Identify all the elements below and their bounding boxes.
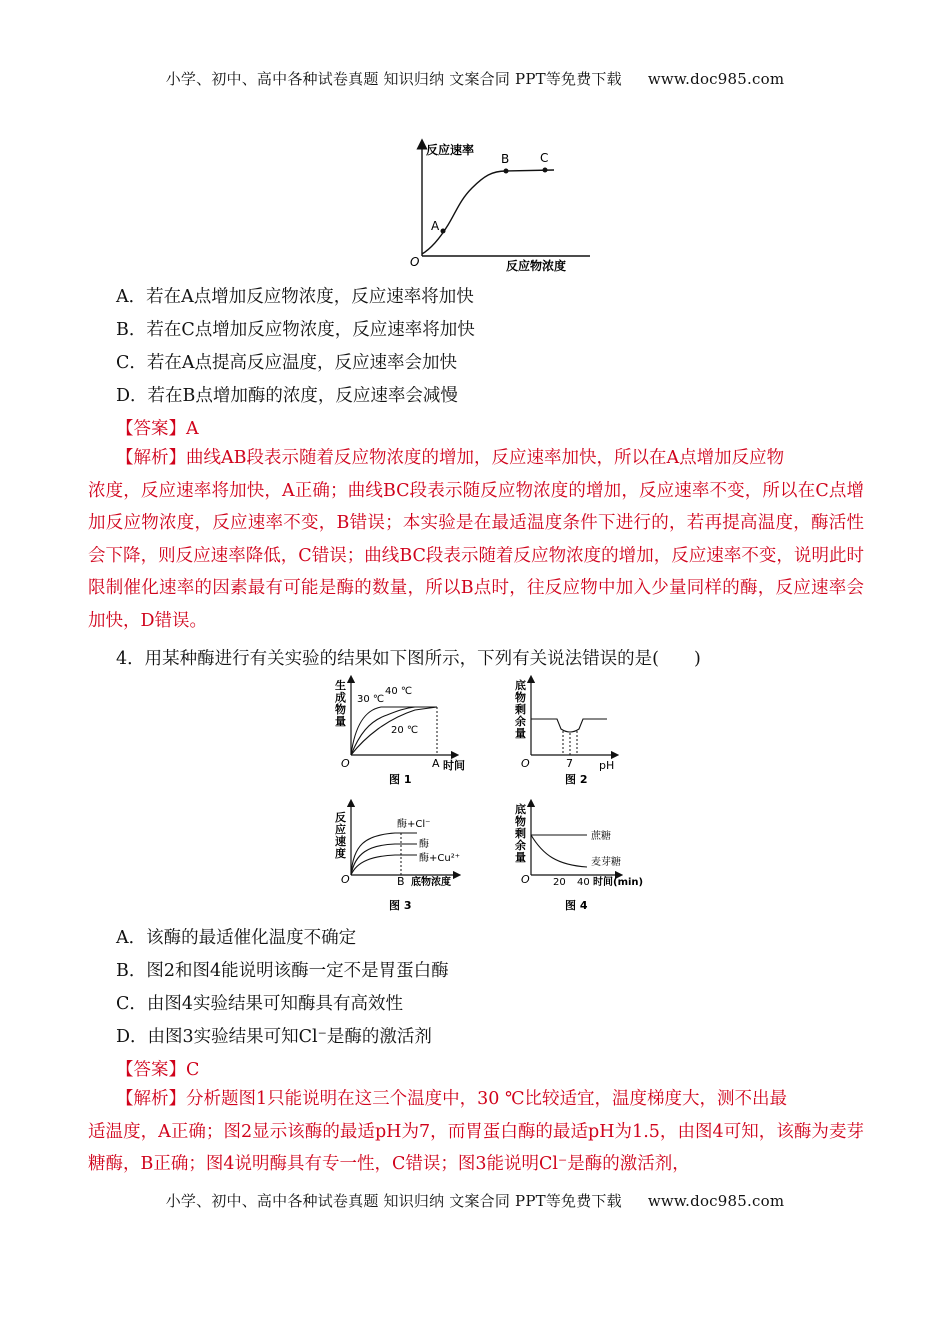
fig4-xtick-20: 20	[553, 877, 566, 888]
fig3-label-cu: 酶+Cu²⁺	[419, 853, 460, 864]
fig4-xlabel: 时间(min)	[593, 877, 644, 888]
page-header	[0, 68, 950, 89]
point-b	[504, 169, 509, 174]
fig3-chart	[335, 803, 460, 912]
rate-curve	[422, 170, 554, 254]
fig4-origin: O	[521, 873, 530, 886]
fig3-curve-cu	[351, 855, 417, 875]
q4-stem: 4．用某种酶进行有关实验的结果如下图所示，下列有关说法错误的是( )	[116, 649, 701, 669]
footer-text: 小学、初中、高中各种试卷真题 知识归纳 文案合同 PPT等免费下载	[165, 1192, 622, 1210]
y-axis-label: 反应速率	[426, 143, 475, 157]
q4-analysis	[88, 1083, 864, 1181]
fig2-caption: 图 2	[565, 773, 588, 786]
fig4-maltose-curve	[531, 835, 587, 867]
q4-analysis-label: 【解析】	[116, 1089, 186, 1109]
q3-analysis-rest: 浓度，反应速率将加快，A正确；曲线BC段表示随反应物浓度的增加，反应速率不变，所以在C点增加反应物浓度，反应速率不变，B错误；本实验是在最适温度条件下进行的，若再提高温度，酶活性会下降，则反应速率降低，C错误；曲线BC段表示随着反应物浓度的增加，反应速率不变，说明此时限制催化速率的因素最有可能是酶的数量，所以B点时，往反应物中加入少量同样的酶，反应速率会加快，D错误。	[88, 480, 864, 631]
fig2-xtick: 7	[566, 757, 573, 770]
fig3-ylabel: 反应速度	[335, 811, 346, 860]
fig1-label-40: 40 ℃	[385, 686, 413, 697]
fig3-xtick: B	[397, 875, 405, 888]
fig1-origin: O	[341, 757, 350, 770]
point-b-label: B	[501, 152, 510, 166]
fig3-origin: O	[341, 873, 350, 886]
point-c	[543, 168, 548, 173]
point-a	[441, 229, 446, 234]
point-a-label: A	[431, 219, 440, 233]
fig4-chart	[515, 802, 643, 912]
q4-analysis-rest: 适温度，A正确；图2显示该酶的最适pH为7，而胃蛋白酶的最适pH为1.5，由图4可知，该酶为麦芽糖酶，B正确；图4说明酶具有专一性，C错误；图3能说明Cl⁻是酶的激活剂，	[88, 1121, 864, 1174]
q3-analysis-first: 曲线AB段表示随着反应物浓度的增加，反应速率加快，所以在A点增加反应物	[186, 448, 785, 468]
q3-option-b: B．若在C点增加反应物浓度，反应速率将加快	[116, 320, 475, 340]
q3-option-a: A．若在A点增加反应物浓度，反应速率将加快	[116, 287, 474, 307]
fig4-xtick-40: 40	[577, 877, 590, 888]
fig3-label-cl: 酶+Cl⁻	[397, 819, 431, 830]
fig2-chart	[515, 678, 615, 786]
fig3-label-enzyme: 酶	[419, 839, 429, 850]
fig4-label-maltose: 麦芽糖	[591, 857, 621, 868]
fig4-ylabel: 底物剩余量	[515, 803, 526, 864]
fig4-label-sucrose: 蔗糖	[591, 831, 611, 842]
q3-option-c: C．若在A点提高反应温度，反应速率会加快	[116, 353, 458, 373]
q4-figure-group	[325, 675, 685, 915]
page-footer	[0, 1190, 950, 1211]
x-axis-label: 反应物浓度	[506, 259, 567, 273]
fig3-caption: 图 3	[389, 899, 412, 912]
fig1-xlabel: 时间	[443, 759, 465, 772]
fig1-chart	[335, 678, 465, 786]
fig2-ylabel: 底物剩余量	[515, 679, 526, 740]
fig3-curve-enzyme	[351, 844, 417, 875]
reaction-rate-chart	[400, 138, 600, 273]
fig1-label-20: 20 ℃	[391, 725, 419, 736]
origin-label: O	[410, 255, 420, 269]
q3-analysis	[88, 442, 864, 637]
point-c-label: C	[540, 151, 549, 165]
q3-option-d: D．若在B点增加酶的浓度，反应速率会减慢	[116, 386, 458, 406]
header-text: 小学、初中、高中各种试卷真题 知识归纳 文案合同 PPT等免费下载	[165, 70, 622, 88]
footer-site[interactable]: www.doc985.com	[647, 1192, 785, 1210]
q4-option-d: D．由图3实验结果可知Cl⁻是酶的激活剂	[116, 1027, 432, 1047]
fig2-xlabel: pH	[599, 759, 615, 772]
fig2-origin: O	[521, 757, 530, 770]
q4-option-b: B．图2和图4能说明该酶一定不是胃蛋白酶	[116, 961, 449, 981]
header-site[interactable]: www.doc985.com	[647, 70, 785, 88]
fig1-xtick: A	[432, 757, 440, 770]
q3-answer: 【答案】A	[116, 419, 199, 439]
q4-option-c: C．由图4实验结果可知酶具有高效性	[116, 994, 404, 1014]
fig3-xlabel: 底物浓度	[411, 877, 451, 888]
q3-analysis-label: 【解析】	[116, 448, 186, 468]
fig1-caption: 图 1	[389, 773, 412, 786]
q4-answer: 【答案】C	[116, 1060, 200, 1080]
fig4-caption: 图 4	[565, 899, 588, 912]
fig1-label-30: 30 ℃	[357, 694, 385, 705]
q4-option-a: A．该酶的最适催化温度不确定	[116, 928, 357, 948]
q4-analysis-first: 分析题图1只能说明在这三个温度中，30 ℃比较适宜，温度梯度大，测不出最	[186, 1089, 788, 1109]
fig2-curve	[531, 719, 607, 732]
fig1-ylabel: 生成物量	[335, 679, 346, 728]
